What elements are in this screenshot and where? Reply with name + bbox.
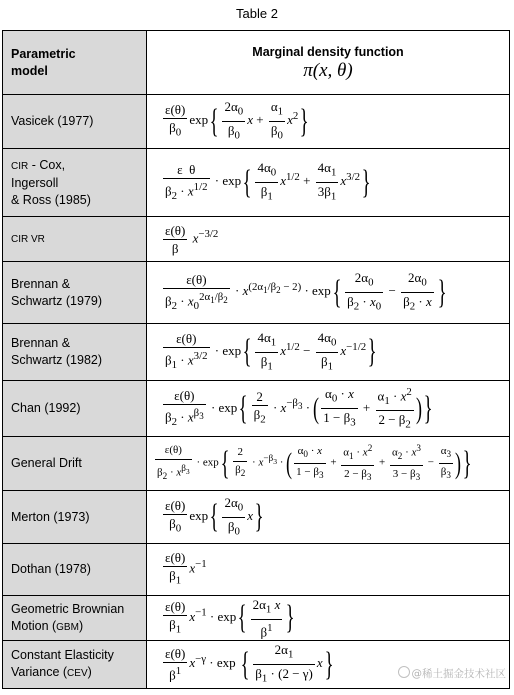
- header-model-line2: model: [11, 63, 48, 78]
- model-name: General Drift: [11, 456, 82, 470]
- model-name-line2-end: ): [78, 618, 84, 633]
- model-cell: [3, 217, 147, 262]
- model-name: CIR VR: [11, 234, 45, 245]
- model-cell: [3, 381, 147, 437]
- formula-cell: $\frac{\varepsilon(\theta)}{\beta_1}$ $x^{-1}$: [147, 544, 510, 596]
- formula-cell: $\frac{\varepsilon(\theta)}{\beta_2 \cdot x^{\beta_3}}$ · exp{ $\frac{2}{\beta_2}$ · $x^{-\beta_3}$ · ( $\frac{\alpha_0 \cdot x}{1 - \beta_3}$ + $\frac{\alpha_1 \cdot x^2}{2 - \beta_3}$ + $\frac{\alpha_2 \cdot x^3}{3 - \beta_3}$ − $\frac{\alpha_3}{\beta_3}$ )}: [147, 437, 510, 491]
- model-name: Chan (1992): [11, 401, 81, 415]
- header-model-cell: [3, 31, 147, 95]
- model-name-line2: Variance (: [11, 665, 68, 679]
- watermark-text: @稀土掘金技术社区: [411, 668, 506, 680]
- formula-cell: $\frac{\varepsilon(\theta)}{\beta_1 \cdot x^{3/2}}$ · exp{ $\frac{4\alpha_1}{\beta_1}$ $x^{1/2}$ − $\frac{4\alpha_0}{\beta_1}$ $x^{-1/2}$}: [147, 324, 510, 381]
- model-name-line2: Ingersoll: [11, 175, 59, 190]
- model-name-line2: Motion (: [11, 618, 57, 633]
- table-row: [3, 262, 510, 324]
- table-row: [3, 596, 510, 641]
- header-density-title: Marginal density function: [252, 44, 404, 59]
- table-row: [3, 544, 510, 596]
- model-name: Merton (1973): [11, 509, 90, 524]
- formula-cell: $\frac{\varepsilon(\theta)}{\beta^1}$ $x^{-\gamma} \cdot \exp$ { $\frac{2\alpha_1}{\beta_1 \cdot (2 - \gamma)}$ x}: [147, 641, 510, 689]
- model-name-line1: - Cox,: [28, 157, 66, 172]
- watermark: [398, 666, 507, 681]
- model-name-line1: Brennan &: [11, 336, 71, 350]
- model-name-prefix: CIR: [11, 160, 29, 172]
- table-row: [3, 491, 510, 544]
- model-cell: [3, 641, 147, 689]
- density-table: [2, 30, 510, 689]
- model-cell: [3, 262, 147, 324]
- formula-cell: $\frac{\varepsilon(\theta)}{\beta_2 \cdot x^{\beta_3}}$ · exp{ $\frac{2}{\beta_2}$ · $x^{-\beta_3}$ · ( $\frac{\alpha_0 \cdot x}{1 - \beta_3}$ + $\frac{\alpha_1 \cdot x^2}{2 - \beta_2}$ )}: [147, 381, 510, 437]
- table-row: [3, 381, 510, 437]
- model-cell: [3, 95, 147, 149]
- model-name-line2: Schwartz (1979): [11, 293, 103, 308]
- model-name-abbr: GBM: [56, 621, 79, 633]
- model-cell: [3, 544, 147, 596]
- model-name: Vasicek (1977): [11, 114, 94, 128]
- table-header-row: [3, 31, 510, 95]
- table-row: [3, 437, 510, 491]
- model-name-abbr: CEV: [67, 668, 88, 679]
- model-cell: [3, 437, 147, 491]
- model-name-line3: & Ross (1985): [11, 192, 91, 207]
- model-cell: [3, 149, 147, 217]
- table-row: [3, 149, 510, 217]
- model-cell: [3, 491, 147, 544]
- model-name-line1: Geometric Brownian: [11, 601, 125, 616]
- model-name-line1: Brennan &: [11, 276, 71, 291]
- header-density-cell: [147, 31, 510, 95]
- formula-cell: $\frac{\varepsilon(\theta)}{\beta_2 \cdot x_0^{2\alpha_1/\beta_2}}$ · $x^{(2\alpha_1/\beta_2 - 2)} \cdot \exp${ $\frac{2\alpha_0}{\beta_2 \cdot x_0}$ − $\frac{2\alpha_0}{\beta_2 \cdot x}$ }: [147, 262, 510, 324]
- table-row: [3, 641, 510, 689]
- model-name-line2-end: ): [87, 665, 92, 679]
- model-name: Dothan (1978): [11, 562, 91, 576]
- formula-cell: $\frac{\varepsilon(\theta)}{\beta_0}$ exp{ $\frac{2\alpha_0}{\beta_0}$ x}: [147, 491, 510, 544]
- table-row: [3, 217, 510, 262]
- model-cell: [3, 596, 147, 641]
- formula-cell: $\frac{\text{ε θ}}{\beta_2 \cdot x^{1/2}}$ · exp{ $\frac{4\alpha_0}{\beta_1}$ $x^{1/2}$ + $\frac{4\alpha_1}{3\beta_1}$ $x^{3/2}$}: [147, 149, 510, 217]
- model-cell: [3, 324, 147, 381]
- table-row: [3, 324, 510, 381]
- watermark-logo-icon: [398, 666, 410, 678]
- formula-cell: $\frac{\varepsilon(\theta)}{\beta_0}$ exp{ $\frac{2\alpha_0}{\beta_0}$ x + $\frac{\alpha_1}{\beta_0}$ $x^2$}: [147, 95, 510, 149]
- header-model-line1: Parametric: [11, 46, 76, 61]
- formula-cell: $\frac{\varepsilon(\theta)}{\beta}$ $x^{-3/2}$: [147, 217, 510, 262]
- model-name-line1: Constant Elasticity: [11, 648, 114, 662]
- formula-cell: $\frac{\varepsilon(\theta)}{\beta_1}$ $x^{-1} \cdot \exp${ $\frac{2\alpha_1 x}{\beta^1}$ }: [147, 596, 510, 641]
- model-name-line2: Schwartz (1982): [11, 353, 103, 367]
- table-row: [3, 95, 510, 149]
- header-density-symbol: π(x, θ): [303, 59, 353, 81]
- table-caption: Table 2: [236, 6, 278, 21]
